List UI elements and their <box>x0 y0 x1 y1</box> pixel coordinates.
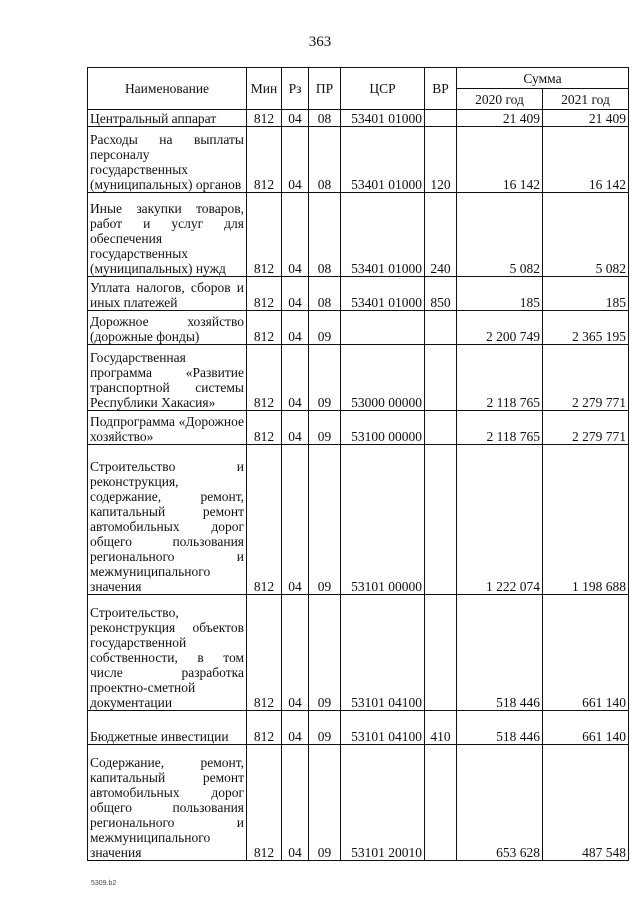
row-sum-2020: 2 200 749 <box>457 311 543 345</box>
row-vr: 120 <box>425 127 457 193</box>
row-rz: 04 <box>282 711 309 745</box>
table-row <box>88 110 629 127</box>
header-vr: ВР <box>425 68 457 110</box>
row-min: 812 <box>247 311 282 345</box>
row-rz: 04 <box>282 127 309 193</box>
row-sum-2020: 16 142 <box>457 127 543 193</box>
row-sum-2021: 2 279 771 <box>543 345 629 411</box>
row-vr: 410 <box>425 711 457 745</box>
row-pr: 09 <box>309 595 341 711</box>
row-sum-2021: 5 082 <box>543 193 629 277</box>
row-rz: 04 <box>282 277 309 311</box>
row-name: Государственная программа «Развитие транспортной системы Республики Хакасия» <box>88 345 247 411</box>
row-name: Строительство и реконструкция, содержание, ремонт, капитальный ремонт автомобильных дорог общего пользования регионального и межмуниципального значения <box>88 445 247 595</box>
row-name: Подпрограмма «Дорожное хозяйство» <box>88 411 247 445</box>
table-body <box>88 110 629 861</box>
row-csr <box>341 311 425 345</box>
row-sum-2021: 487 548 <box>543 745 629 861</box>
row-pr: 08 <box>309 277 341 311</box>
row-rz: 04 <box>282 745 309 861</box>
row-sum-2021: 661 140 <box>543 711 629 745</box>
table-row <box>88 445 629 595</box>
row-csr: 53401 01000 <box>341 110 425 127</box>
row-csr: 53000 00000 <box>341 345 425 411</box>
row-sum-2020: 5 082 <box>457 193 543 277</box>
row-name: Иные закупки товаров, работ и услуг для обеспечения государственных (муниципальных) нужд <box>88 193 247 277</box>
row-vr <box>425 595 457 711</box>
row-sum-2020: 1 222 074 <box>457 445 543 595</box>
page-number: 363 <box>308 34 332 50</box>
row-sum-2021: 1 198 688 <box>543 445 629 595</box>
row-csr: 53101 04100 <box>341 711 425 745</box>
row-pr: 09 <box>309 345 341 411</box>
header-sum: Сумма <box>457 68 629 89</box>
row-rz: 04 <box>282 595 309 711</box>
table-row <box>88 277 629 311</box>
row-name: Расходы на выплаты персоналу государственных (муниципальных) органов <box>88 127 247 193</box>
row-sum-2020: 185 <box>457 277 543 311</box>
row-pr: 08 <box>309 193 341 277</box>
row-min: 812 <box>247 445 282 595</box>
row-csr: 53401 01000 <box>341 127 425 193</box>
row-rz: 04 <box>282 110 309 127</box>
table-row <box>88 193 629 277</box>
row-csr: 53100 00000 <box>341 411 425 445</box>
header-csr: ЦСР <box>341 68 425 110</box>
footer-code: 5309.b2 <box>91 880 117 887</box>
row-pr: 09 <box>309 411 341 445</box>
row-pr: 08 <box>309 127 341 193</box>
row-min: 812 <box>247 345 282 411</box>
header-year-2020: 2020 год <box>457 89 543 110</box>
row-name: Центральный аппарат <box>88 110 247 127</box>
table-row <box>88 345 629 411</box>
table-row <box>88 745 629 861</box>
row-min: 812 <box>247 711 282 745</box>
header-name: Наименование <box>88 68 247 110</box>
row-rz: 04 <box>282 445 309 595</box>
table-row <box>88 127 629 193</box>
row-min: 812 <box>247 411 282 445</box>
row-pr: 09 <box>309 745 341 861</box>
row-sum-2021: 21 409 <box>543 110 629 127</box>
row-vr: 850 <box>425 277 457 311</box>
row-sum-2020: 2 118 765 <box>457 345 543 411</box>
row-sum-2021: 2 365 195 <box>543 311 629 345</box>
row-name: Дорожное хозяйство (дорожные фонды) <box>88 311 247 345</box>
row-rz: 04 <box>282 345 309 411</box>
row-name: Строительство, реконструкция объектов государственной собственности, в том числе разработка проектно-сметной документации <box>88 595 247 711</box>
row-sum-2021: 185 <box>543 277 629 311</box>
row-pr: 09 <box>309 445 341 595</box>
row-rz: 04 <box>282 311 309 345</box>
row-csr: 53401 01000 <box>341 277 425 311</box>
row-csr: 53101 20010 <box>341 745 425 861</box>
row-csr: 53401 01000 <box>341 193 425 277</box>
row-vr <box>425 110 457 127</box>
row-pr: 09 <box>309 311 341 345</box>
row-rz: 04 <box>282 193 309 277</box>
row-min: 812 <box>247 127 282 193</box>
row-sum-2020: 21 409 <box>457 110 543 127</box>
row-min: 812 <box>247 110 282 127</box>
table-row <box>88 411 629 445</box>
row-min: 812 <box>247 595 282 711</box>
row-sum-2020: 518 446 <box>457 595 543 711</box>
row-min: 812 <box>247 277 282 311</box>
row-vr <box>425 311 457 345</box>
budget-table <box>87 67 629 861</box>
table-row <box>88 711 629 745</box>
row-sum-2020: 518 446 <box>457 711 543 745</box>
row-sum-2021: 661 140 <box>543 595 629 711</box>
header-pr: ПР <box>309 68 341 110</box>
row-rz: 04 <box>282 411 309 445</box>
row-csr: 53101 00000 <box>341 445 425 595</box>
header-year-2021: 2021 год <box>543 89 629 110</box>
row-vr <box>425 411 457 445</box>
row-vr <box>425 745 457 861</box>
row-sum-2020: 653 628 <box>457 745 543 861</box>
row-vr: 240 <box>425 193 457 277</box>
row-sum-2021: 16 142 <box>543 127 629 193</box>
row-sum-2021: 2 279 771 <box>543 411 629 445</box>
row-min: 812 <box>247 745 282 861</box>
row-min: 812 <box>247 193 282 277</box>
header-min: Мин <box>247 68 282 110</box>
row-csr: 53101 04100 <box>341 595 425 711</box>
header-rz: Рз <box>282 68 309 110</box>
row-pr: 09 <box>309 711 341 745</box>
row-vr <box>425 345 457 411</box>
table-row <box>88 595 629 711</box>
table-row <box>88 311 629 345</box>
row-name: Бюджетные инвестиции <box>88 711 247 745</box>
row-vr <box>425 445 457 595</box>
row-sum-2020: 2 118 765 <box>457 411 543 445</box>
row-pr: 08 <box>309 110 341 127</box>
row-name: Уплата налогов, сборов и иных платежей <box>88 277 247 311</box>
row-name: Содержание, ремонт, капитальный ремонт автомобильных дорог общего пользования регионального и межмуниципального значения <box>88 745 247 861</box>
